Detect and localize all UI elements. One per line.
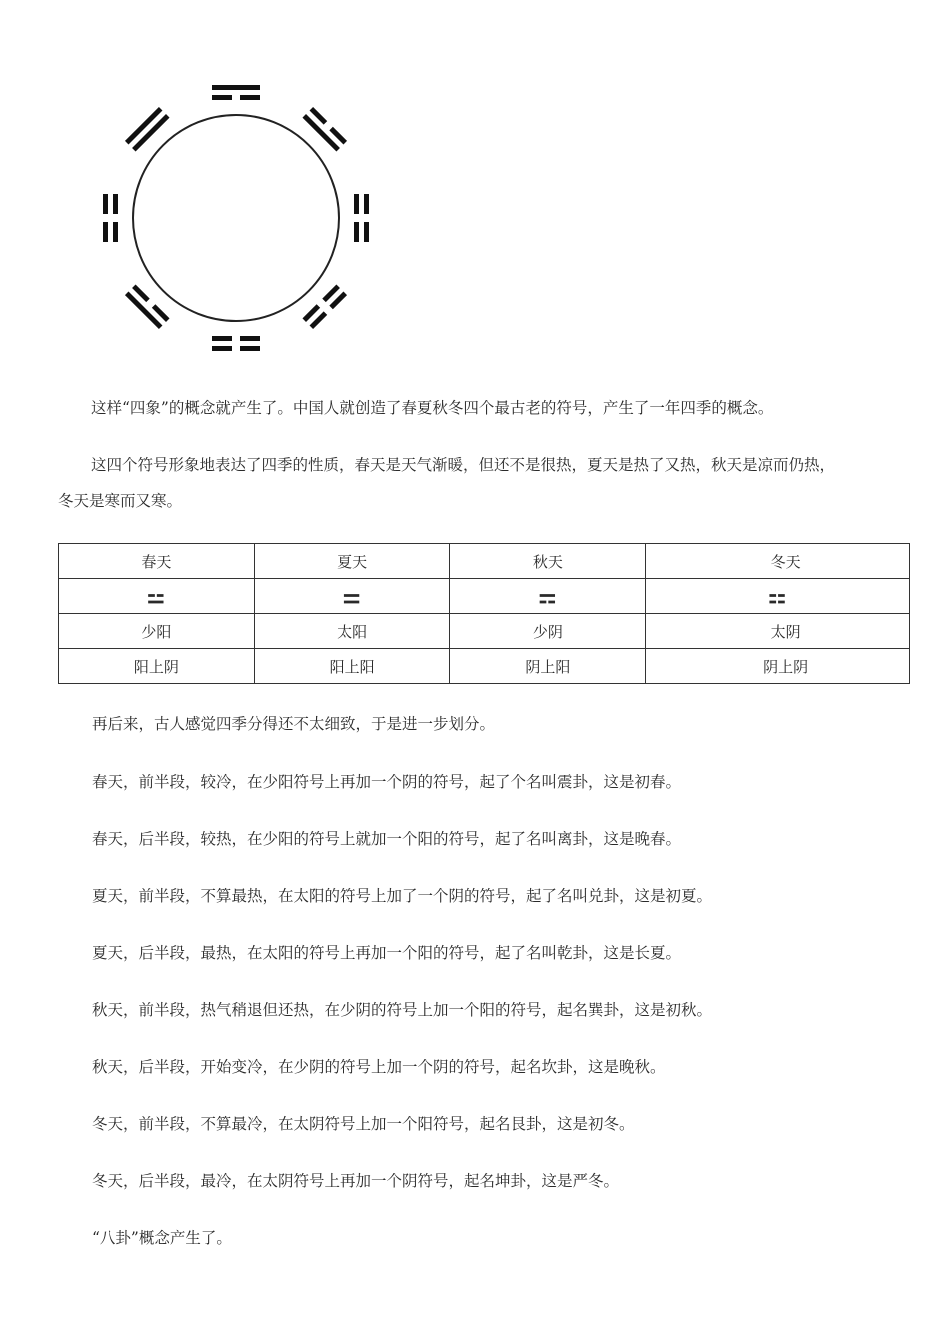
table-cell: 冬天 [646, 544, 910, 579]
yin-line-segment [212, 95, 232, 100]
yin-line-segment [240, 336, 260, 341]
yin-line-segment [103, 194, 108, 214]
bagua-circle-figure [100, 78, 390, 378]
yin-line-segment [212, 336, 232, 341]
trigram-bottom-icon [212, 336, 260, 351]
paragraph-four-images: 这样“四象”的概念就产生了。中国人就创造了春夏秋冬四个最古老的符号，产生了一年四季的概念。 [91, 399, 774, 417]
table-cell: 阴上阳 [450, 649, 646, 684]
seasons-table [58, 543, 910, 684]
table-row [59, 579, 910, 614]
trigram-top-icon [212, 85, 260, 100]
table-cell: 太阴 [646, 614, 910, 649]
yin-line-segment [240, 95, 260, 100]
text-line: 冬天，后半段，最冷，在太阴符号上再加一个阴符号，起名坤卦，这是严冬。 [92, 1172, 620, 1190]
yin-line-segment [364, 194, 369, 214]
text-line: 冬天，前半段，不算最冷，在太阴符号上加一个阳符号，起名艮卦，这是初冬。 [92, 1115, 635, 1133]
yin-line-segment [113, 194, 118, 214]
table-cell: 秋天 [450, 544, 646, 579]
season-symbol: ⚍ [59, 579, 255, 614]
table-cell: 阳上阳 [254, 649, 450, 684]
table-row [59, 544, 910, 579]
trigram-symbols [103, 85, 369, 351]
text-line: 春天，前半段，较冷，在少阳符号上再加一个阴的符号，起了个名叫震卦，这是初春。 [92, 773, 682, 791]
yin-line-segment [113, 222, 118, 242]
table-cell: 夏天 [254, 544, 450, 579]
text-line: 再后来，古人感觉四季分得还不太细致，于是进一步划分。 [92, 715, 496, 733]
yin-line-segment [240, 346, 260, 351]
yang-line [212, 85, 260, 90]
bagua-circle-svg [100, 78, 390, 378]
yin-line-segment [354, 222, 359, 242]
text-line: 夏天，前半段，不算最热，在太阳的符号上加了一个阴的符号，起了名叫兑卦，这是初夏。 [92, 887, 713, 905]
season-circle [133, 115, 339, 321]
trigram-right-icon [354, 194, 369, 242]
table-cell: 春天 [59, 544, 255, 579]
paragraph-four-symbols: 这四个符号形象地表达了四季的性质，春天是天气渐暖，但还不是很热，夏天是热了又热，秋天是凉而仍热， 冬天是寒而又寒。 [58, 456, 836, 510]
yin-line-segment [354, 194, 359, 214]
table-row [59, 614, 910, 649]
text-line: “八卦”概念产生了。 [92, 1229, 232, 1247]
text-line: 秋天，前半段，热气稍退但还热，在少阴的符号上加一个阳的符号，起名巽卦，这是初秋。 [92, 1001, 713, 1019]
season-symbol: ⚌ [254, 579, 450, 614]
table-cell: 少阳 [59, 614, 255, 649]
text-line: 春天，后半段，较热，在少阳的符号上就加一个阳的符号，起了名叫离卦，这是晚春。 [92, 830, 682, 848]
season-symbol: ⚎ [450, 579, 646, 614]
season-symbol: ⚏ [646, 579, 910, 614]
yin-line-segment [212, 346, 232, 351]
yin-line-segment [364, 222, 369, 242]
table-cell: 阴上阴 [646, 649, 910, 684]
table-cell: 太阳 [254, 614, 450, 649]
text-line: 秋天，后半段，开始变冷，在少阴的符号上加一个阴的符号，起名坎卦，这是晚秋。 [92, 1058, 666, 1076]
table-row [59, 649, 910, 684]
table-cell: 阳上阴 [59, 649, 255, 684]
text-line: 夏天，后半段，最热，在太阳的符号上再加一个阳的符号，起了名叫乾卦，这是长夏。 [92, 944, 682, 962]
table-cell: 少阴 [450, 614, 646, 649]
trigram-left-icon [103, 194, 118, 242]
yin-line-segment [103, 222, 108, 242]
